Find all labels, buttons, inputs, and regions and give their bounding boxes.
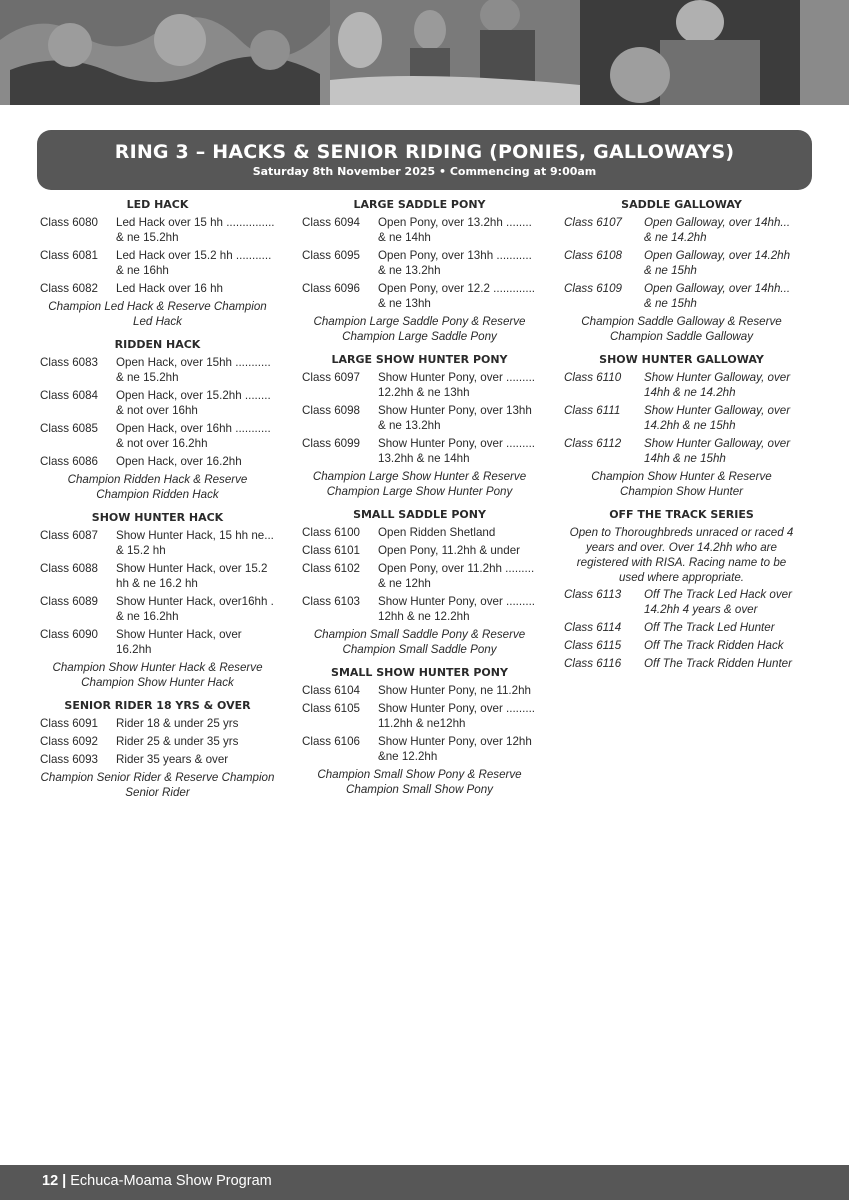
class-entry xyxy=(302,436,537,466)
class-number: Class 6098 xyxy=(302,404,361,417)
class-description: Show Hunter Hack, over 16.2hh xyxy=(116,628,242,656)
class-number: Class 6086 xyxy=(40,455,99,468)
class-description: Open Ridden Shetland xyxy=(378,526,496,539)
class-entry xyxy=(302,561,537,591)
class-number: Class 6083 xyxy=(40,356,99,369)
class-description: Open Pony, over 13.2hh ........ & ne 14hh xyxy=(378,216,532,244)
eligibility-note: Open to Thoroughbreds unraced or raced 4 years and over. Over 14.2hh who are registered with RISA. Racing name to be used where appropriate. xyxy=(569,526,794,584)
class-description: Open Pony, over 11.2hh ......... & ne 12hh xyxy=(378,562,535,590)
class-number: Class 6093 xyxy=(40,753,99,766)
class-number: Class 6112 xyxy=(564,437,622,450)
class-entry xyxy=(564,281,799,311)
class-entry xyxy=(40,355,275,385)
column-middle xyxy=(302,197,537,805)
champion-award: Champion Senior Rider & Reserve Champion Senior Rider xyxy=(40,771,275,799)
class-number: Class 6110 xyxy=(564,371,622,384)
class-entry xyxy=(302,248,537,278)
class-entry xyxy=(40,388,275,418)
champion-award: Champion Led Hack & Reserve Champion Led Hack xyxy=(48,300,267,328)
class-number: Class 6116 xyxy=(564,657,622,670)
class-entry xyxy=(564,248,799,278)
class-entry xyxy=(40,454,275,469)
class-description: Led Hack over 15 hh ............... & ne 15.2hh xyxy=(116,216,275,244)
class-description: Led Hack over 15.2 hh ........... & ne 16hh xyxy=(116,249,272,277)
class-entry xyxy=(564,403,799,433)
class-description: Open Hack, over 15hh ........... & ne 15.2hh xyxy=(116,356,271,384)
class-number: Class 6091 xyxy=(40,717,99,730)
program-title: Echuca-Moama Show Program xyxy=(70,1173,272,1189)
class-number: Class 6100 xyxy=(302,526,361,539)
class-entry xyxy=(302,281,537,311)
ring-title-banner xyxy=(37,130,812,190)
class-entry xyxy=(564,638,799,653)
class-entry xyxy=(302,525,537,540)
class-number: Class 6080 xyxy=(40,216,99,229)
champion-award: Champion Show Hunter Hack & Reserve Champion Show Hunter Hack xyxy=(52,661,263,689)
champion-award: Champion Large Show Hunter & Reserve Champion Large Show Hunter Pony xyxy=(312,470,527,498)
class-number: Class 6090 xyxy=(40,628,99,641)
class-description: Show Hunter Pony, over 12hh &ne 12.2hh xyxy=(378,735,532,763)
page-number: 12 | xyxy=(42,1173,67,1189)
class-entry xyxy=(302,543,537,558)
class-entry xyxy=(564,436,799,466)
class-number: Class 6096 xyxy=(302,282,361,295)
champion-award: Champion Large Saddle Pony & Reserve Champion Large Saddle Pony xyxy=(313,315,526,343)
class-description: Show Hunter Pony, ne 11.2hh xyxy=(378,684,531,697)
class-description: Open Pony, over 12.2 ............. & ne 13hh xyxy=(378,282,536,310)
class-description: Show Hunter Pony, over ......... 13.2hh & ne 14hh xyxy=(378,437,536,465)
ring-subtitle: Saturday 8th November 2025 • Commencing at 9:00am xyxy=(252,165,597,178)
class-number: Class 6088 xyxy=(40,562,99,575)
class-description: Off The Track Led Hack over 14.2hh 4 years & over xyxy=(644,588,792,616)
footer-bar xyxy=(0,1165,849,1200)
section-heading: SHOW HUNTER HACK xyxy=(91,511,224,524)
class-description: Open Hack, over 15.2hh ........ & not over 16hh xyxy=(116,389,271,417)
class-number: Class 6099 xyxy=(302,437,361,450)
class-entry xyxy=(302,701,537,731)
class-entry xyxy=(564,370,799,400)
class-entry xyxy=(302,215,537,245)
class-description: Open Hack, over 16hh ........... & not over 16.2hh xyxy=(116,422,271,450)
class-number: Class 6085 xyxy=(40,422,99,435)
class-entry xyxy=(302,734,537,764)
class-description: Show Hunter Galloway, over 14.2hh & ne 15hh xyxy=(644,404,791,432)
column-right xyxy=(564,197,799,674)
class-entry xyxy=(40,215,275,245)
section-heading: SHOW HUNTER GALLOWAY xyxy=(599,353,764,366)
class-number: Class 6081 xyxy=(40,249,99,262)
class-entry xyxy=(40,627,275,657)
class-number: Class 6101 xyxy=(302,544,361,557)
class-description: Open Galloway, over 14.2hh & ne 15hh xyxy=(644,249,791,277)
champion-award: Champion Small Show Pony & Reserve Champion Small Show Pony xyxy=(317,768,522,796)
class-number: Class 6107 xyxy=(564,216,623,229)
column-left xyxy=(40,197,275,808)
class-entry xyxy=(564,620,799,635)
class-number: Class 6113 xyxy=(564,588,622,601)
champion-award: Champion Show Hunter & Reserve Champion Show Hunter xyxy=(591,470,772,498)
class-number: Class 6109 xyxy=(564,282,623,295)
class-description: Open Pony, 11.2hh & under xyxy=(378,544,521,557)
class-number: Class 6097 xyxy=(302,371,361,384)
class-number: Class 6102 xyxy=(302,562,361,575)
class-number: Class 6106 xyxy=(302,735,361,748)
class-number: Class 6089 xyxy=(40,595,99,608)
class-description: Off The Track Led Hunter xyxy=(644,621,775,634)
class-number: Class 6092 xyxy=(40,735,99,748)
section-heading: SADDLE GALLOWAY xyxy=(621,198,742,211)
class-number: Class 6082 xyxy=(40,282,99,295)
class-entry xyxy=(40,734,275,749)
header-photo xyxy=(0,0,849,105)
class-entry xyxy=(302,403,537,433)
class-number: Class 6084 xyxy=(40,389,99,402)
class-description: Off The Track Ridden Hunter xyxy=(644,657,792,670)
class-description: Off The Track Ridden Hack xyxy=(644,639,784,652)
class-description: Show Hunter Galloway, over 14hh & ne 14.2hh xyxy=(644,371,791,399)
section-heading: SMALL SHOW HUNTER PONY xyxy=(331,666,508,679)
class-description: Led Hack over 16 hh xyxy=(116,282,223,295)
class-number: Class 6115 xyxy=(564,639,622,652)
class-number: Class 6087 xyxy=(40,529,99,542)
class-entry xyxy=(302,370,537,400)
footer-text xyxy=(42,1173,272,1189)
class-description: Show Hunter Hack, 15 hh ne... & 15.2 hh xyxy=(116,529,274,557)
class-entry xyxy=(40,248,275,278)
class-description: Open Galloway, over 14hh... & ne 15hh xyxy=(644,282,791,310)
section-heading: LED HACK xyxy=(126,198,189,211)
class-entry xyxy=(40,421,275,451)
class-number: Class 6095 xyxy=(302,249,361,262)
class-description: Open Galloway, over 14hh... & ne 14.2hh xyxy=(644,216,791,244)
class-number: Class 6111 xyxy=(564,404,621,417)
class-number: Class 6094 xyxy=(302,216,361,229)
class-number: Class 6104 xyxy=(302,684,361,697)
class-entry xyxy=(40,281,275,296)
section-heading: RIDDEN HACK xyxy=(114,338,201,351)
class-entry xyxy=(564,215,799,245)
ring-title: RING 3 – HACKS & SENIOR RIDING (PONIES, GALLOWAYS) xyxy=(114,141,735,163)
class-description: Show Hunter Pony, over ......... 12.2hh & ne 13hh xyxy=(378,371,536,399)
section-heading: LARGE SHOW HUNTER PONY xyxy=(331,353,508,366)
class-description: Show Hunter Hack, over16hh . & ne 16.2hh xyxy=(116,595,274,623)
class-description: Open Pony, over 13hh ........... & ne 13.2hh xyxy=(378,249,532,277)
class-entry xyxy=(564,656,799,671)
class-description: Rider 18 & under 25 yrs xyxy=(116,717,239,730)
class-number: Class 6114 xyxy=(564,621,622,634)
champion-award: Champion Ridden Hack & Reserve Champion Ridden Hack xyxy=(67,473,248,501)
class-description: Show Hunter Pony, over 13hh & ne 13.2hh xyxy=(378,404,532,432)
class-description: Show Hunter Pony, over ......... 12hh & ne 12.2hh xyxy=(378,595,536,623)
class-description: Show Hunter Pony, over ......... 11.2hh & ne12hh xyxy=(378,702,536,730)
class-entry xyxy=(564,587,799,617)
class-entry xyxy=(40,752,275,767)
class-number: Class 6108 xyxy=(564,249,623,262)
class-description: Rider 35 years & over xyxy=(116,753,229,766)
section-heading: OFF THE TRACK SERIES xyxy=(609,508,754,521)
class-description: Show Hunter Galloway, over 14hh & ne 15hh xyxy=(644,437,791,465)
class-description: Show Hunter Hack, over 15.2 hh & ne 16.2 hh xyxy=(116,562,268,590)
champion-award: Champion Saddle Galloway & Reserve Champion Saddle Galloway xyxy=(581,315,782,343)
section-heading: SENIOR RIDER 18 YRS & OVER xyxy=(64,699,251,712)
class-entry xyxy=(302,594,537,624)
class-entry xyxy=(40,561,275,591)
section-heading: LARGE SADDLE PONY xyxy=(353,198,486,211)
class-description: Rider 25 & under 35 yrs xyxy=(116,735,239,748)
class-number: Class 6103 xyxy=(302,595,361,608)
class-number: Class 6105 xyxy=(302,702,361,715)
class-entry xyxy=(40,528,275,558)
class-description: Open Hack, over 16.2hh xyxy=(116,455,242,468)
class-entry xyxy=(40,594,275,624)
class-entry xyxy=(40,716,275,731)
class-entry xyxy=(302,683,537,698)
champion-award: Champion Small Saddle Pony & Reserve Champion Small Saddle Pony xyxy=(313,628,526,656)
section-heading: SMALL SADDLE PONY xyxy=(353,508,486,521)
